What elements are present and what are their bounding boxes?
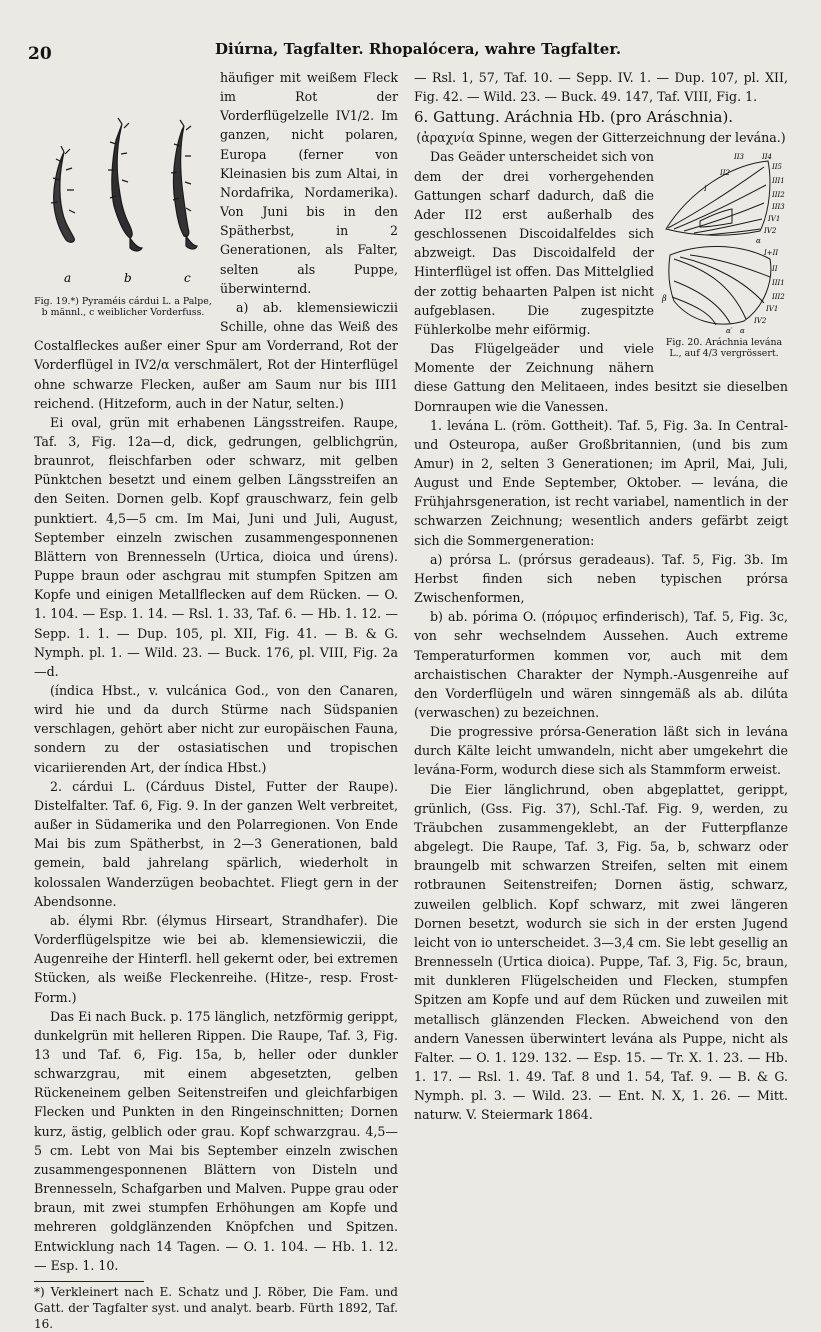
figure-20 — [660, 151, 788, 373]
fig20-fw-label: III2 — [772, 191, 785, 200]
right-para-3: Das Flügelgeäder und viele Momente der Zeichnung nähern diese Gattung den Melitaeen, indes besitzt sie dieselben Dornraupen wie die Vanessen. — [414, 341, 788, 414]
fig19-caption: Fig. 19.*) Pyraméis cárdui L. a Palpe, b männl., c weiblicher Vorderfuss. — [34, 296, 212, 318]
right-para-7: Die progressive prórsa-Generation läßt sich in levána durch Kälte leicht umwandeln, nicht aber umgekehrt die levána-Form, wodurch diese sich als Stammform erweist. — [414, 724, 788, 778]
right-para-2: Das Geäder unterscheidet sich von dem der drei vorhergehenden Gattungen scharf dadurch, daß die Ader II2 erst außerhalb des geschlossenen Discoidalfeldes sich abzweigt. Das Discoidalfeld der Hinterflügel ist offen. Das Mittelglied der zottig behaarten Palpen ist nicht aufgeblasen. Die zugespitzte Fühlerkolbe mehr eiförmig. — [414, 149, 654, 337]
fig20-fw-label: IV2 — [764, 227, 777, 236]
figure-19 — [34, 110, 212, 328]
right-para-1: — Rsl. 1, 57, Taf. 10. — Sepp. IV. 1. — Dup. 107, pl. XII, Fig. 42. — Wild. 23. — Buck. 49. 147, Taf. VIII, Fig. 1. — [414, 70, 788, 105]
left-para-2: a) ab. klemensiewiczii Schille, ohne das Weiß des Costalfleckes außer einer Spur am Vorderrand, Rot der Vorderflügel in IV2/α verschmälert, Rot der Hinterflügel ohne schwarze Flecken, außer am Saum nur bis III1 reichend. (Hitzeform, auch in der Natur, selten.) — [34, 299, 398, 411]
fig20-hw-label: IV2 — [754, 317, 767, 326]
fig20-hw-label: α′ — [726, 327, 733, 336]
fig20-hw-label: III1 — [772, 279, 785, 288]
fig20-hw-label: I+II — [764, 249, 779, 258]
left-column — [34, 68, 398, 1332]
right-column — [414, 68, 788, 1124]
left-para-7: Das Ei nach Buck. p. 175 länglich, netzförmig gerippt, dunkelgrün mit helleren Rippen. Die Raupe, Taf. 3, Fig. 13 und Taf. 6, Fig. 15a, b, heller oder dunkler schwarzgrau, mit einem abgesetzten, gelben Rückeneinem gelben Seitenstreifen und gleichfarbigen Flecken und Punkten in den Ringeinschnitten; Dornen kurz, ästig, gelblich oder grau. Kopf schwarzgrau. 4,5—5 cm. Lebt von Mai bis September einzeln zwischen zusammengesponnenen Blättern von Disteln und Brennesseln, Schafgarben und Malven. Puppe grau oder braun, mit zwei stumpfen Erhöhungen am Kopfe und mehreren goldglänzenden Knöpfchen und Spitzen. Entwicklung nach 14 Tagen. — O. 1. 104. — Hb. 1. 12. — Esp. 1. 10. — [34, 1008, 398, 1273]
fig20-hw-label: II — [772, 265, 778, 274]
footnote-rule — [34, 1281, 144, 1282]
fig20-hw-label: IV1 — [766, 305, 779, 314]
right-para-4: 1. levána L. (röm. Gottheit). Taf. 5, Fig. 3a. In Central- und Osteuropa, außer Großbritannien, (und bis zum Amur) in 2, selten 3 Generationen; im April, Mai, Juli, August und Ende September, Oktober. — levána, die Frühjahrsgeneration, ist recht variabel, namentlich in der schwarzen Zeichnung; wesentlich anders gefärbt zeigt sich die Sommergeneration: — [414, 417, 788, 548]
genus-heading: 6. Gattung. Aráchnia Hb. (pro Aráschnia). — [414, 108, 734, 127]
fig20-caption: Fig. 20. Aráchnia levána L., auf 4/3 vergrössert. — [665, 337, 783, 360]
fig20-fw-label: IV1 — [768, 215, 781, 224]
fig19-letter-b: b — [124, 271, 132, 285]
right-para-5: a) prórsa L. (prórsus geradeaus). Taf. 5, Fig. 3b. Im Herbst finden sich neben typischen prórsa Zwischenformen, — [414, 551, 788, 606]
footnote: *) Verkleinert nach E. Schatz und J. Röber, Die Fam. und Gatt. der Tagfalter syst. und analyt. bearb. Fürth 1892, Taf. 16. — [34, 1284, 398, 1331]
fig20-fw-label: III3 — [772, 203, 785, 212]
left-para-1: häufiger mit weißem Fleck im Rot der Vorderflügelzelle IV1/2. Im ganzen, nicht polaren, Europa (ferner von Kleinasien bis zum Altai, in Nordafrika, Nordamerika). Von Juni bis in den Spätherbst, in 2 Generationen, als Falter, selten als Puppe, überwinternd. — [220, 70, 398, 296]
fig20-fw-label: III1 — [772, 177, 785, 186]
fig20-fw-label: II4 — [762, 153, 772, 162]
fig20-fw-label: II2 — [720, 169, 730, 178]
fig20-fw-label: I — [704, 185, 707, 194]
fig20-hw-label: III2 — [772, 293, 785, 302]
fig19-letter-a: a — [64, 271, 72, 285]
left-para-6: ab. élymi Rbr. (élymus Hirseart, Strandhafer). Die Vorderflügelspitze wie bei ab. klemensiewiczii, die Augenreihe der Hinterfl. hell gekernt oder, bei extremen Stücken, als weiße Fleckenreihe. (Hitze-, resp. Frost-Form.) — [34, 912, 398, 1005]
fig20-hw-label: α — [740, 327, 745, 336]
running-title: Diúrna, Tagfalter. Rhopalócera, wahre Tagfalter. — [215, 40, 622, 58]
fig20-fw-label: II5 — [772, 163, 782, 172]
fig20-fw-label: α — [756, 237, 761, 246]
left-para-3: Ei oval, grün mit erhabenen Längsstreifen. Raupe, Taf. 3, Fig. 12a—d, dick, gedrungen, gelblichgrün, braunrot, fleischfarben oder schwarz, mit gelben Pünktchen besetzt und einem gelben Längsstreifen an den Seiten. Dornen gelb. Kopf grauschwarz, fein gelb punktiert. 4,5—5 cm. Im Mai, Juni und Juli, August, September einzeln zwischen zusammengesponnenen Blättern von Brennesseln (Urtica, dioica und úrens). Puppe braun oder aschgrau mit stumpfen Spitzen am Kopfe und einigen Metallflecken auf dem Rücken. — O. 1. 104. — Esp. 1. 14. — Rsl. 1. 33, Taf. 6. — Hb. 1. 12. — Sepp. 1. 1. — Dup. 105, pl. XII, Fig. 41. — B. & G. Nymph. pl. 1. — Wild. 23. — Buck. 176, pl. VIII, Fig. 2a—d. — [34, 414, 398, 679]
palp-foot-drawing — [34, 110, 212, 296]
fig19-letter-c: c — [184, 271, 191, 285]
genus-etymology: (ἀραχνία Spinne, wegen der Gitterzeichnung der levána.) — [416, 130, 786, 146]
fig20-hw-label: β — [662, 294, 667, 304]
left-para-5: 2. cárdui L. (Cárduus Distel, Futter der Raupe). Distelfalter. Taf. 6, Fig. 9. In der ganzen Welt verbreitet, außer in Südamerika und den Polarregionen. Von Ende Mai bis zum Spätherbst, in 2—3 Generationen, bald gemein, bald jahrelang spärlich, wiederholt in kolossalen Wanderzügen beobachtet. Fliegt gern in der Abendsonne. — [34, 778, 398, 909]
right-para-6: b) ab. pórima O. (πόριμος erfinderisch), Taf. 5, Fig. 3c, von sehr wechselndem Aussehen. Auch extreme Temperaturformen kommen vor, auch mit dem archaistischen Charakter der Nymph.-Ausgenreihe auf den Vorderflügeln und wären sinngemäß als ab. dilúta (verwaschen) zu bezeichnen. — [414, 609, 788, 720]
left-para-4: (índica Hbst., v. vulcánica God., von den Canaren, wird hie und da durch Stürme nach Südspanien verschlagen, gehört aber nicht zur europäischen Fauna, sondern zu der ostasiatischen und tropischen vicariierenden Art, der índica Hbst.) — [34, 683, 398, 775]
wing-venation-drawing — [660, 151, 788, 337]
right-para-8: Die Eier länglichrund, oben abgeplattet, gerippt, grünlich, (Gss. Fig. 37), Schl.-Taf. Fig. 9, werden, zu Träubchen zusammengeklebt, an der Futterpflanze abgelegt. Die Raupe, Taf. 3, Fig. 5a, b, schwarz oder braungelb mit schwarzen Streifen, selten mit einem rotbraunen Seitenstreifen; Dornen ästig, schwarz, zuweilen gelblich. Kopf schwarz, mit zwei längeren Dornen besetzt, wodurch sie sich in der ersten Jugend leicht von io unterscheidet. 3—3,4 cm. Sie lebt gesellig an Brennesseln (Urtica dioica). Puppe, Taf. 3, Fig. 5c, braun, mit dunkleren Flügelscheiden und Flecken, stumpfen Spitzen am Kopfe und auf dem Rücken und zuweilen mit metallisch glänzenden Flecken. Abweichend von den andern Vanessen überwintert levána als Puppe, nicht als Falter. — O. 1. 129. 132. — Esp. 15. — Tr. X. 1. 23. — Hb. 1. 17. — Rsl. 1. 49. Taf. 8 und 1. 54, Taf. 9. — B. & G. Nymph. pl. 3. — Wild. 23. — Ent. N. X, 1. 26. — Mitt. naturw. V. Steiermark 1864. — [414, 781, 788, 1123]
fig20-fw-label: II3 — [734, 153, 744, 162]
page-number: 20 — [28, 44, 52, 64]
